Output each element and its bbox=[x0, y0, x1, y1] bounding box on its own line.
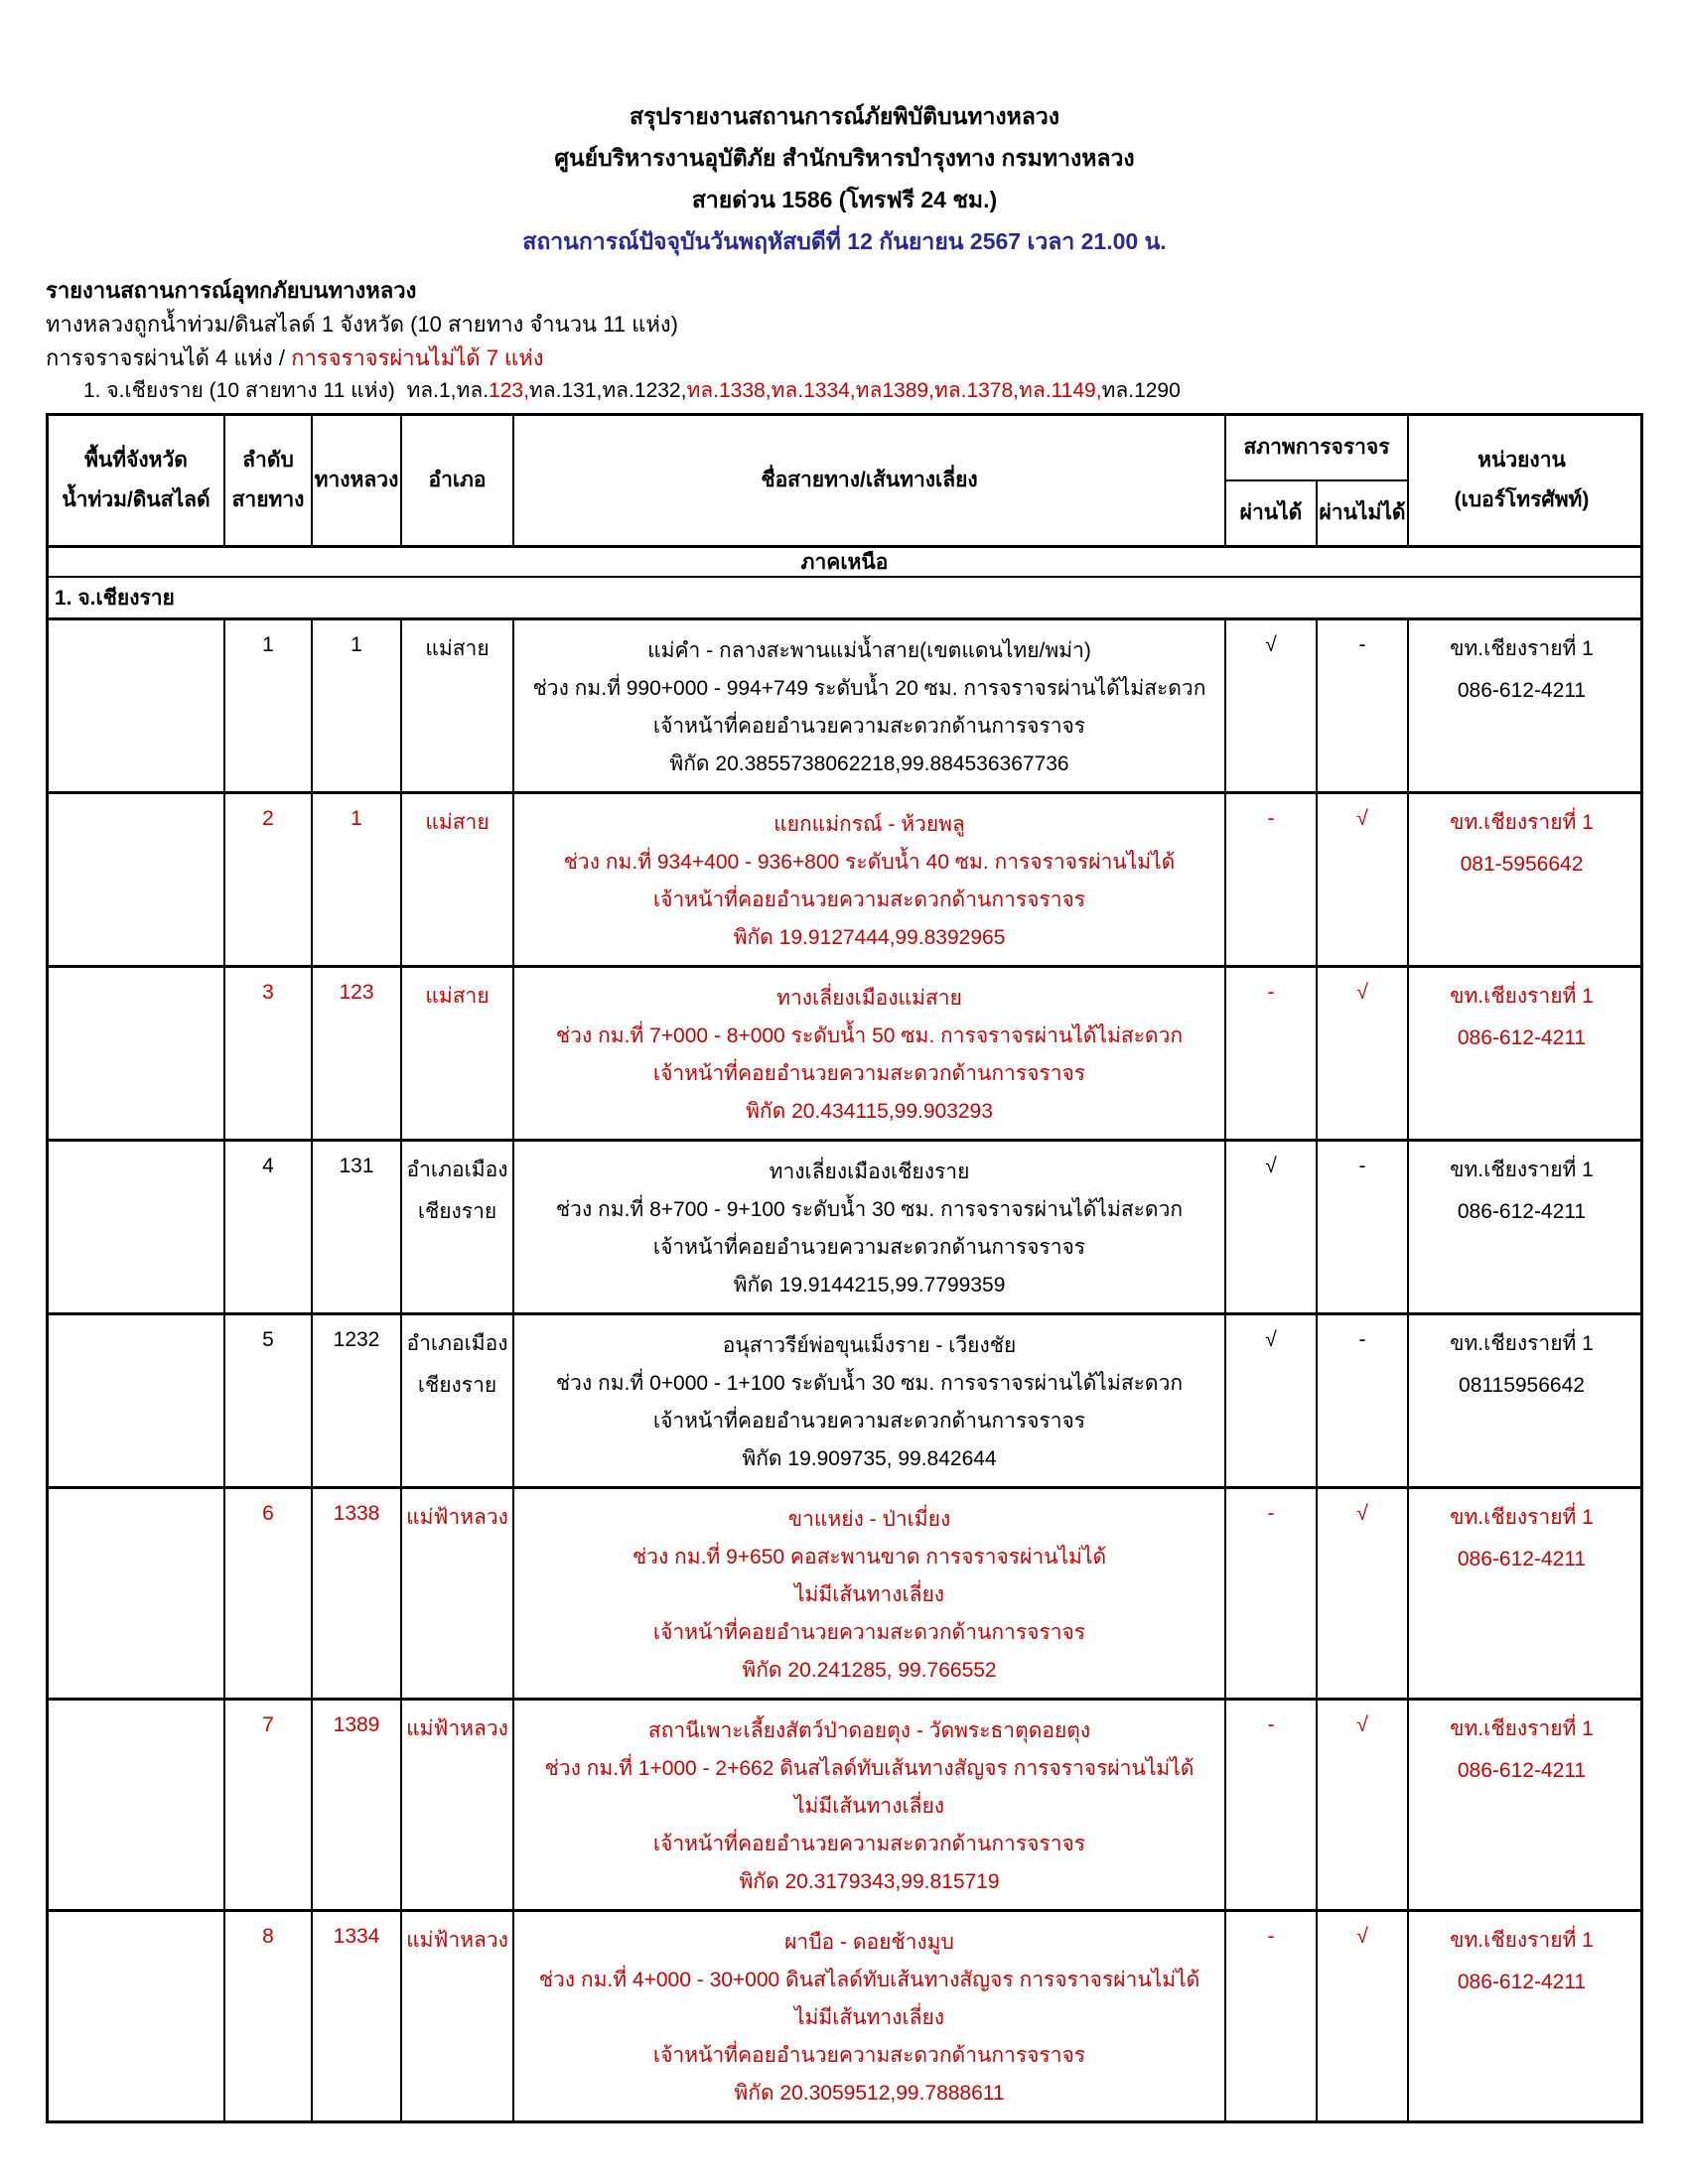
row-unit: ขท.เชียงรายที่ 1 08115956642 bbox=[1450, 1332, 1594, 1397]
province-routes-line bbox=[46, 375, 1643, 407]
row-highway: 1334 bbox=[313, 1912, 402, 2120]
cell-area bbox=[49, 1489, 225, 1698]
row-no: 1 bbox=[225, 620, 313, 791]
row-description: แยกแม่กรณ์ - ห้วยพลู ช่วง กม.ที่ 934+400 - 936+800 ระดับน้ำ 40 ซม. การจราจรผ่านไม่ได้ เจ้าหน้าที่คอยอำนวยความสะดวกด้านการจราจร พิกัด 19.9127444,99.8392965 bbox=[514, 794, 1226, 965]
report-document bbox=[46, 0, 1643, 2123]
row-unit: ขท.เชียงรายที่ 1 086-612-4211 bbox=[1450, 985, 1594, 1049]
row-unit: ขท.เชียงรายที่ 1 081-5956642 bbox=[1450, 811, 1594, 876]
header-highway-label: ทางหลวง bbox=[314, 469, 399, 491]
row-district: แม่สาย bbox=[402, 794, 514, 965]
highway-situation-table bbox=[46, 413, 1643, 2123]
row-passable: - bbox=[1226, 1489, 1318, 1698]
header-route-name-label: ชื่อสายทาง/เส้นทางเลี่ยง bbox=[761, 469, 978, 491]
table-row bbox=[49, 1315, 1640, 1489]
header-district-label: อำเภอ bbox=[428, 469, 487, 491]
row-district: แม่สาย bbox=[402, 620, 514, 791]
cell-area bbox=[49, 620, 225, 791]
row-passable: √ bbox=[1226, 1142, 1318, 1312]
table-row bbox=[49, 968, 1640, 1142]
row-not-passable: - bbox=[1318, 620, 1409, 791]
cell-area bbox=[49, 1142, 225, 1312]
report-status-datetime: สถานการณ์ปัจจุบันวันพฤหัสบดีที่ 12 กันยายน 2567 เวลา 21.00 น. bbox=[522, 228, 1167, 254]
row-district: อำเภอเมือง เชียงราย bbox=[402, 1142, 514, 1312]
header-highway bbox=[313, 416, 402, 545]
row-description: ทางเลี่ยงเมืองเชียงราย ช่วง กม.ที่ 8+700 - 9+100 ระดับน้ำ 30 ซม. การจราจรผ่านได้ไม่สะดวก เจ้าหน้าที่คอยอำนวยความสะดวกด้านการจราจร พิกัด 19.9144215,99.7799359 bbox=[514, 1142, 1226, 1312]
header-order-line1: ลำดับ bbox=[242, 449, 294, 472]
row-highway: 131 bbox=[313, 1142, 402, 1312]
text-segment: ทล.131,ทล.1232, bbox=[528, 379, 687, 402]
header-order-line2: สายทาง bbox=[231, 488, 305, 511]
header-unit-line1: หน่วยงาน bbox=[1477, 449, 1566, 472]
row-highway: 1 bbox=[313, 620, 402, 791]
report-header bbox=[46, 95, 1643, 262]
table-row bbox=[49, 1701, 1640, 1912]
header-not-passable bbox=[1318, 481, 1409, 545]
header-unit-line2: (เบอร์โทรศัพท์) bbox=[1454, 488, 1590, 511]
row-no: 4 bbox=[225, 1142, 313, 1312]
cell-area bbox=[49, 1912, 225, 2120]
row-passable: - bbox=[1226, 1912, 1318, 2120]
summary-section bbox=[46, 274, 1643, 407]
header-route-name bbox=[514, 416, 1226, 545]
header-area-line1: พื้นที่จังหวัด bbox=[84, 449, 188, 472]
table-body bbox=[49, 620, 1640, 2120]
row-unit: ขท.เชียงรายที่ 1 086-612-4211 bbox=[1450, 1929, 1594, 1993]
cell-area bbox=[49, 1701, 225, 1909]
row-highway: 1389 bbox=[313, 1701, 402, 1909]
row-unit: ขท.เชียงรายที่ 1 086-612-4211 bbox=[1450, 1717, 1594, 1782]
text-segment: การจราจรผ่านไม่ได้ 7 แห่ง bbox=[291, 345, 544, 370]
table-row bbox=[49, 1142, 1640, 1315]
table-row bbox=[49, 794, 1640, 968]
row-passable: - bbox=[1226, 1701, 1318, 1909]
header-passable bbox=[1226, 481, 1318, 545]
row-description: ขาแหย่ง - ป่าเมี่ยง ช่วง กม.ที่ 9+650 คอสะพานขาด การจราจรผ่านไม่ได้ ไม่มีเส้นทางเลี่ยง เจ้าหน้าที่คอยอำนวยความสะดวกด้านการจราจร พิกัด 20.241285, 99.766552 bbox=[514, 1489, 1226, 1698]
row-passable: √ bbox=[1226, 620, 1318, 791]
row-not-passable: √ bbox=[1318, 1489, 1409, 1698]
row-not-passable: √ bbox=[1318, 1701, 1409, 1909]
row-not-passable: √ bbox=[1318, 1912, 1409, 2120]
traffic-summary-line bbox=[46, 341, 1643, 375]
row-passable: √ bbox=[1226, 1315, 1318, 1486]
text-segment: การจราจรผ่านได้ 4 แห่ง / bbox=[46, 345, 292, 370]
row-no: 3 bbox=[225, 968, 313, 1139]
header-traffic-condition bbox=[1226, 416, 1409, 481]
header-area bbox=[49, 416, 225, 545]
row-no: 2 bbox=[225, 794, 313, 965]
header-district bbox=[402, 416, 514, 545]
header-not-passable-label: ผ่านไม่ได้ bbox=[1319, 501, 1406, 524]
row-highway: 1232 bbox=[313, 1315, 402, 1486]
row-no: 8 bbox=[225, 1912, 313, 2120]
table-row bbox=[49, 1912, 1640, 2120]
table-row bbox=[49, 1489, 1640, 1701]
row-highway: 1 bbox=[313, 794, 402, 965]
text-segment: ทล.1338,ทล.1334,ทล1389,ทล.1378,ทล.1149, bbox=[686, 379, 1102, 402]
row-no: 6 bbox=[225, 1489, 313, 1698]
row-unit: ขท.เชียงรายที่ 1 086-612-4211 bbox=[1450, 637, 1594, 702]
row-unit: ขท.เชียงรายที่ 1 086-612-4211 bbox=[1450, 1159, 1594, 1223]
table-header bbox=[49, 416, 1640, 548]
row-highway: 123 bbox=[313, 968, 402, 1139]
table-row bbox=[49, 620, 1640, 794]
row-district: แม่ฟ้าหลวง bbox=[402, 1912, 514, 2120]
report-hotline: สายด่วน 1586 (โทรฟรี 24 ชม.) bbox=[691, 187, 998, 212]
text-segment: 1. จ.เชียงราย (10 สายทาง 11 แห่ง) ทล.1,ทล. bbox=[83, 379, 490, 402]
row-unit: ขท.เชียงรายที่ 1 086-612-4211 bbox=[1450, 1506, 1594, 1570]
row-no: 5 bbox=[225, 1315, 313, 1486]
row-not-passable: √ bbox=[1318, 794, 1409, 965]
row-highway: 1338 bbox=[313, 1489, 402, 1698]
header-order bbox=[225, 416, 313, 545]
row-no: 7 bbox=[225, 1701, 313, 1909]
region-row: ภาคเหนือ bbox=[49, 548, 1640, 578]
report-subtitle-agency: ศูนย์บริหารงานอุบัติภัย สำนักบริหารบำรุงทาง กรมทางหลวง bbox=[554, 145, 1135, 171]
header-unit bbox=[1409, 416, 1634, 545]
report-title: สรุปรายงานสถานการณ์ภัยพิบัติบนทางหลวง bbox=[629, 103, 1060, 129]
row-passable: - bbox=[1226, 968, 1318, 1139]
header-traffic-label: สภาพการจราจร bbox=[1243, 436, 1390, 459]
row-not-passable: - bbox=[1318, 1315, 1409, 1486]
cell-area bbox=[49, 1315, 225, 1486]
row-description: สถานีเพาะเลี้ยงสัตว์ป่าดอยตุง - วัดพระธาตุดอยตุง ช่วง กม.ที่ 1+000 - 2+662 ดินสไลด์ทับเส้นทางสัญจร การจราจรผ่านไม่ได้ ไม่มีเส้นทางเลี่ยง เจ้าหน้าที่คอยอำนวยความสะดวกด้านการจราจร พิกัด 20.3179343,99.815719 bbox=[514, 1701, 1226, 1909]
text-segment: ทล.1290 bbox=[1101, 379, 1181, 402]
row-district: แม่ฟ้าหลวง bbox=[402, 1701, 514, 1909]
province-row: 1. จ.เชียงราย bbox=[49, 578, 1640, 620]
cell-area bbox=[49, 968, 225, 1139]
row-description: ทางเลี่ยงเมืองแม่สาย ช่วง กม.ที่ 7+000 - 8+000 ระดับน้ำ 50 ซม. การจราจรผ่านได้ไม่สะดวก เจ้าหน้าที่คอยอำนวยความสะดวกด้านการจราจร พิกัด 20.434115,99.903293 bbox=[514, 968, 1226, 1139]
row-passable: - bbox=[1226, 794, 1318, 965]
row-description: ผาบือ - ดอยช้างมูบ ช่วง กม.ที่ 4+000 - 30+000 ดินสไลด์ทับเส้นทางสัญจร การจราจรผ่านไม่ได้ ไม่มีเส้นทางเลี่ยง เจ้าหน้าที่คอยอำนวยความสะดวกด้านการจราจร พิกัด 20.3059512,99.7888611 bbox=[514, 1912, 1226, 2120]
header-passable-label: ผ่านได้ bbox=[1239, 501, 1303, 524]
text-segment: 123, bbox=[489, 379, 529, 402]
flood-summary-line: ทางหลวงถูกน้ำท่วม/ดินสไลด์ 1 จังหวัด (10 สายทาง จำนวน 11 แห่ง) bbox=[46, 312, 678, 337]
summary-heading: รายงานสถานการณ์อุทกภัยบนทางหลวง bbox=[46, 278, 417, 303]
cell-area bbox=[49, 794, 225, 965]
row-district: อำเภอเมือง เชียงราย bbox=[402, 1315, 514, 1486]
row-district: แม่ฟ้าหลวง bbox=[402, 1489, 514, 1698]
header-area-line2: น้ำท่วม/ดินสไลด์ bbox=[62, 488, 211, 511]
row-description: อนุสาวรีย์พ่อขุนเม็งราย - เวียงชัย ช่วง กม.ที่ 0+000 - 1+100 ระดับน้ำ 30 ซม. การจราจรผ่านได้ไม่สะดวก เจ้าหน้าที่คอยอำนวยความสะดวกด้านการจราจร พิกัด 19.909735, 99.842644 bbox=[514, 1315, 1226, 1486]
row-not-passable: - bbox=[1318, 1142, 1409, 1312]
row-description: แม่คำ - กลางสะพานแม่น้ำสาย(เขตแดนไทย/พม่า) ช่วง กม.ที่ 990+000 - 994+749 ระดับน้ำ 20 ซม. การจราจรผ่านได้ไม่สะดวก เจ้าหน้าที่คอยอำนวยความสะดวกด้านการจราจร พิกัด 20.3855738062218,99.884536367736 bbox=[514, 620, 1226, 791]
row-not-passable: √ bbox=[1318, 968, 1409, 1139]
row-district: แม่สาย bbox=[402, 968, 514, 1139]
